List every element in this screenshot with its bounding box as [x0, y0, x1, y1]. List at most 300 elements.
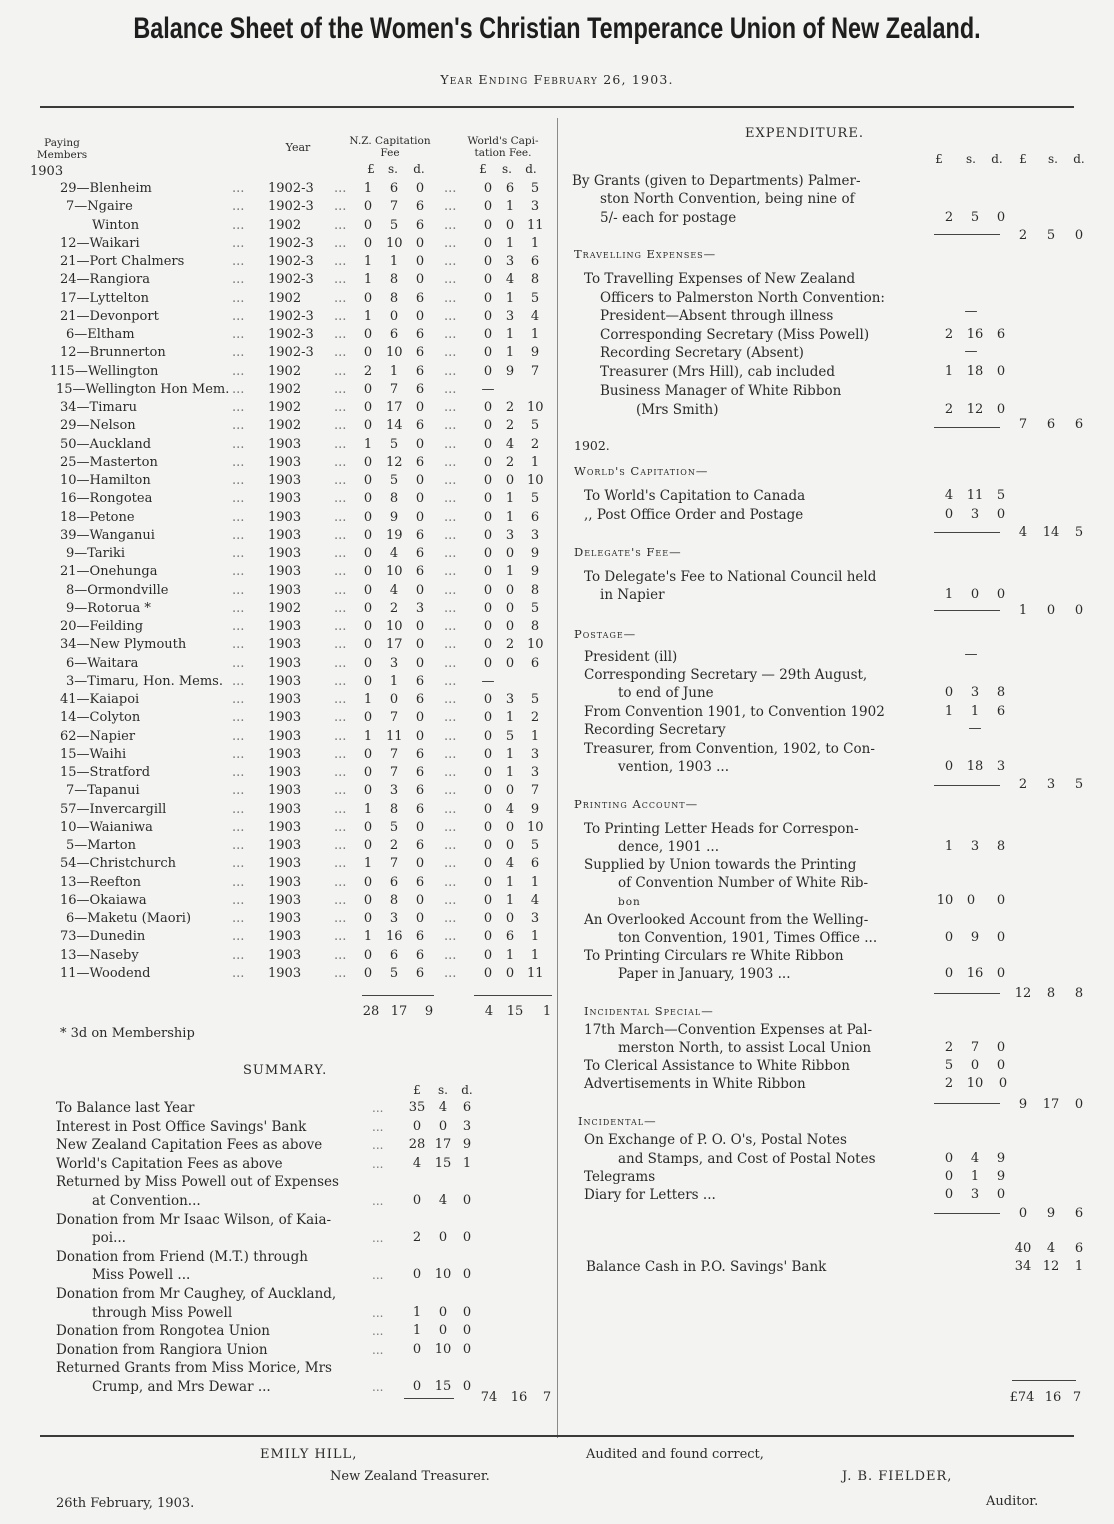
world-fee-value: 0	[483, 838, 493, 853]
grand-total-pence: 7	[1072, 1390, 1082, 1405]
world-fee-value: 0	[483, 710, 493, 726]
nz-fee-value: 1	[363, 856, 373, 872]
year-1903-label: 1903	[30, 164, 64, 179]
world-total: 4	[1018, 525, 1028, 540]
incidental-value: 0	[944, 1151, 954, 1166]
grants-total: 2	[1018, 228, 1028, 243]
printing-value: 0	[996, 930, 1006, 945]
nz-fee-value: 0	[415, 509, 425, 525]
nz-fee-value: 5	[389, 473, 399, 488]
postage-value: 0	[944, 759, 954, 774]
travel-value: 1	[944, 364, 954, 379]
world-fee-value: 0	[483, 327, 493, 342]
delegate-value: 0	[996, 587, 1006, 602]
leader-dots: ...	[334, 619, 347, 634]
nz-fee-value: 0	[363, 619, 373, 634]
leader-dots: ...	[334, 819, 347, 835]
member-name: Winton	[92, 217, 140, 233]
world-value: 0	[944, 507, 954, 522]
printing-value: 0	[944, 930, 954, 945]
nz-fee-value: 0	[415, 856, 425, 872]
travel-line: Corresponding Secretary (Miss Powell)	[600, 327, 870, 343]
nz-fee-value: 6	[389, 874, 399, 890]
postage-line: vention, 1903 ...	[618, 759, 729, 775]
world-fee-value: 0	[483, 181, 493, 196]
special-value: 10	[966, 1076, 984, 1091]
member-name: 16—Okaiawa	[60, 892, 147, 908]
member-year: 1903	[268, 673, 302, 689]
postage-line: From Convention 1901, to Convention 1902	[584, 704, 885, 720]
nz-fee-value: 6	[415, 673, 425, 689]
nz-fee-value: 0	[415, 619, 425, 634]
world-fee-value: 2	[505, 418, 515, 434]
nz-fee-value: 0	[363, 327, 373, 342]
special-value: 2	[944, 1076, 954, 1091]
leader-dots: ...	[372, 1324, 384, 1339]
incidental-rule	[934, 1213, 1000, 1214]
member-year: 1903	[268, 619, 302, 634]
travel-line: (Mrs Smith)	[636, 402, 719, 418]
nz-fee-value: 3	[389, 655, 399, 671]
member-row	[0, 326, 560, 344]
leader-dots: ...	[232, 217, 245, 233]
leader-dots: ...	[334, 911, 347, 926]
incidental-value: 3	[970, 1187, 980, 1202]
travel-rule	[934, 427, 1000, 428]
leader-dots: ...	[334, 381, 347, 397]
member-name: 11—Woodend	[60, 965, 151, 981]
postage-value: 1	[944, 704, 954, 719]
summary-value: 0	[412, 1118, 422, 1134]
absent-dash: —	[964, 304, 978, 319]
nz-fee-value: 0	[415, 473, 425, 488]
member-year: 1902-3	[268, 254, 314, 269]
leader-dots: ...	[334, 892, 347, 908]
summary-currency: s.	[438, 1083, 448, 1097]
summary-value: 0	[462, 1230, 472, 1246]
incidental-value: 4	[970, 1151, 980, 1166]
member-year: 1903	[268, 965, 302, 981]
printing-value: 3	[970, 839, 980, 854]
summary-label: Donation from Rongotea Union	[56, 1323, 270, 1340]
world-fee-value: 1	[530, 728, 540, 744]
world-fee-value: 7	[530, 783, 540, 799]
world-fee-value: 8	[530, 582, 540, 598]
member-name: 73—Dunedin	[60, 929, 146, 945]
special-rule	[934, 1103, 1000, 1104]
nz-fee-value: 0	[363, 582, 373, 598]
leader-dots: ...	[334, 436, 347, 452]
summary-value: 4	[412, 1155, 422, 1171]
nz-fee-value: 6	[415, 965, 425, 981]
nz-fee-value: 17	[386, 400, 403, 415]
leader-dots: ...	[334, 363, 347, 379]
nz-fee-value: 0	[363, 710, 373, 726]
expenditure-currency: s.	[966, 152, 976, 166]
expenditure-subtotal: 4	[1046, 1241, 1056, 1256]
nz-fee-value: 6	[415, 765, 425, 780]
nz-fee-value: 0	[363, 381, 373, 397]
leader-dots: ...	[334, 272, 347, 288]
nz-fee-value: 0	[363, 509, 373, 525]
printing-value: 0	[966, 893, 976, 908]
leader-dots: ...	[444, 746, 457, 762]
delegate-section-title: Delegate's Fee—	[574, 545, 682, 559]
expenditure-subtotal: 6	[1074, 1241, 1084, 1256]
summary-label-cont: at Convention...	[92, 1193, 201, 1209]
travel-value: 0	[996, 402, 1006, 417]
travel-value: 0	[996, 364, 1006, 379]
printing-value: 10	[936, 893, 954, 908]
summary-label: Donation from Friend (M.T.) through	[56, 1248, 308, 1265]
nz-fee-value: 1	[363, 254, 373, 269]
leader-dots: ...	[334, 637, 347, 653]
leader-dots: ...	[232, 783, 245, 799]
footnote: * 3d on Membership	[60, 1026, 195, 1041]
world-fee-value: 0	[483, 363, 493, 379]
member-row	[0, 180, 560, 198]
leader-dots: ...	[444, 692, 457, 707]
world-fee-value: 1	[530, 929, 540, 945]
world-fee-value: 0	[483, 856, 493, 872]
leader-dots: ...	[334, 199, 347, 215]
nz-fee-value: 6	[415, 874, 425, 890]
travel-value: 18	[966, 364, 984, 379]
postage-line: President (ill)	[584, 649, 678, 665]
travel-line: President—Absent through illness	[600, 308, 834, 324]
postage-total: 5	[1074, 777, 1084, 792]
world-fee-value: 9	[530, 546, 540, 561]
world-value: 3	[970, 507, 980, 522]
nz-fee-value: 5	[389, 436, 399, 452]
leader-dots: ...	[444, 418, 457, 434]
member-row	[0, 728, 560, 746]
leader-dots: ...	[232, 911, 245, 926]
incidental-section-title: Incidental—	[578, 1114, 657, 1128]
travel-value: 2	[944, 327, 954, 342]
world-fee-value: 0	[483, 600, 493, 616]
member-row	[0, 436, 560, 454]
world-fee-value: 1	[505, 564, 515, 580]
world-fee-value: 0	[483, 308, 493, 324]
summary-label-cont: Crump, and Mrs Dewar ...	[92, 1379, 271, 1395]
summary-label: Interest in Post Office Savings' Bank	[56, 1118, 307, 1135]
leader-dots: ...	[444, 838, 457, 853]
nz-fee-value: 8	[389, 801, 399, 817]
incidental-value: 0	[996, 1187, 1006, 1202]
nz-fee-value: 6	[415, 217, 425, 233]
postage-value: 18	[966, 759, 984, 774]
world-value: 4	[944, 488, 954, 503]
leader-dots: ...	[444, 473, 457, 488]
world-fee-value: 0	[483, 765, 493, 780]
postage-section-title: Postage—	[574, 627, 637, 641]
balance-value: 12	[1042, 1259, 1060, 1274]
world-total: 1	[542, 1004, 552, 1019]
leader-dots: ...	[372, 1305, 384, 1320]
printing-value: 0	[944, 966, 954, 981]
postage-value: 6	[996, 704, 1006, 719]
leader-dots: ...	[444, 345, 457, 361]
bottom-rule	[40, 1435, 1074, 1437]
world-fee-value: 0	[483, 454, 493, 470]
leader-dots: ...	[444, 619, 457, 634]
world-fee-value: 1	[505, 345, 515, 361]
world-fee-value: 0	[483, 692, 493, 707]
delegate-line: To Delegate's Fee to National Council held	[584, 569, 877, 585]
leader-dots: ...	[232, 564, 245, 580]
summary-label: Donation from Mr Caughey, of Auckland,	[56, 1286, 337, 1302]
leader-dots: ...	[334, 582, 347, 598]
member-row	[0, 892, 560, 910]
world-fee-value: 11	[527, 217, 544, 233]
nz-fee-value: 16	[386, 929, 403, 945]
travel-value: 16	[966, 327, 984, 342]
summary-title: SUMMARY.	[243, 1063, 328, 1078]
incidental-total: 0	[1018, 1206, 1028, 1221]
member-name: 5—Marton	[66, 838, 136, 853]
world-fee-value: 0	[505, 965, 515, 981]
summary-value: 10	[434, 1341, 452, 1357]
leader-dots: ...	[232, 600, 245, 616]
nz-fee-value: 0	[415, 272, 425, 288]
world-fee-value: 0	[483, 272, 493, 288]
grants-text: 5/- each for postage	[600, 210, 737, 226]
postage-line: Corresponding Secretary — 29th August,	[584, 667, 868, 683]
leader-dots: ...	[334, 527, 347, 543]
world-fee-value: 0	[483, 436, 493, 452]
leader-dots: ...	[334, 454, 347, 470]
member-name: 34—New Plymouth	[60, 637, 187, 653]
world-fee-value: 10	[527, 473, 544, 488]
leader-dots: ...	[334, 290, 347, 306]
postage-value: 3	[996, 759, 1006, 774]
summary-value: 1	[412, 1323, 422, 1339]
world-fee-value: 2	[505, 454, 515, 470]
summary-label: New Zealand Capitation Fees as above	[56, 1137, 323, 1154]
year-1902-label: 1902.	[574, 438, 610, 453]
leader-dots: ...	[334, 710, 347, 726]
nz-fee-value: 0	[415, 911, 425, 926]
member-name: 8—Ormondville	[66, 582, 169, 598]
printing-section-title: Printing Account—	[574, 797, 699, 811]
expenditure-title: EXPENDITURE.	[745, 126, 864, 141]
leader-dots: ...	[444, 546, 457, 561]
world-fee-value: 10	[527, 637, 544, 653]
leader-dots: ...	[444, 856, 457, 872]
nz-fee-value: 0	[363, 473, 373, 488]
leader-dots: ...	[232, 381, 245, 397]
nz-fee-value: 8	[389, 892, 399, 908]
world-fee-value: 5	[530, 600, 540, 616]
member-row	[0, 381, 560, 399]
special-line: 17th March—Convention Expenses at Pal-	[584, 1022, 873, 1038]
special-line: merston North, to assist Local Union	[618, 1040, 872, 1056]
leader-dots: ...	[232, 418, 245, 434]
summary-value: 15	[434, 1155, 452, 1171]
leader-dots: ...	[232, 947, 245, 963]
member-year: 1902-3	[268, 272, 314, 288]
world-fee-value: 3	[505, 692, 515, 707]
absent-dash: —	[964, 647, 978, 662]
leader-dots: ...	[444, 801, 457, 817]
world-fee-value: 0	[505, 911, 515, 926]
travel-value: 12	[966, 402, 984, 417]
world-fee-value: 2	[530, 436, 540, 452]
nz-fee-value: 8	[389, 290, 399, 306]
leader-dots: ...	[232, 801, 245, 817]
member-row	[0, 582, 560, 600]
leader-dots: ...	[232, 345, 245, 361]
world-fee-value: 0	[483, 746, 493, 762]
special-value: 0	[996, 1040, 1006, 1055]
expenditure-currency: d.	[991, 152, 1003, 166]
summary-value: 0	[462, 1379, 472, 1394]
leader-dots: ...	[444, 892, 457, 908]
leader-dots: ...	[444, 454, 457, 470]
world-fee-value: 0	[505, 600, 515, 616]
member-year: 1903	[268, 436, 302, 452]
nz-fee-value: 1	[363, 181, 373, 196]
delegate-value: 1	[944, 587, 954, 602]
leader-dots: ...	[372, 1101, 384, 1115]
summary-value: 28	[408, 1137, 426, 1153]
world-fee-value: 4	[530, 308, 540, 324]
nz-fee-value: 0	[363, 911, 373, 926]
world-total: 4	[484, 1004, 494, 1019]
leader-dots: ...	[232, 199, 245, 215]
nz-fee-value: 0	[363, 838, 373, 853]
summary-value: 1	[412, 1304, 422, 1320]
leader-dots: ...	[334, 491, 347, 507]
nz-fee-header: N.Z. Capitation Fee	[349, 135, 431, 159]
year-header: Year	[285, 141, 311, 154]
member-row	[0, 874, 560, 892]
world-fee-value: 5	[505, 728, 515, 744]
treasurer-name: EMILY HILL,	[260, 1447, 358, 1462]
member-row	[0, 490, 560, 508]
expenditure-currency: s.	[1048, 152, 1058, 166]
leader-dots: ...	[232, 546, 245, 561]
leader-dots: ...	[372, 1194, 384, 1208]
leader-dots: ...	[232, 874, 245, 890]
leader-dots: ...	[334, 181, 347, 196]
leader-dots: ...	[232, 254, 245, 269]
nz-fee-value: 0	[363, 290, 373, 306]
world-fee-value: 10	[527, 400, 544, 415]
nz-fee-value: 6	[415, 363, 425, 379]
member-name: 115—Wellington	[50, 363, 159, 379]
nz-fee-value: 0	[363, 637, 373, 653]
member-row	[0, 217, 560, 235]
nz-fee-value: 0	[363, 673, 373, 689]
leader-dots: ...	[444, 874, 457, 890]
nz-fee-value: 6	[415, 801, 425, 817]
leader-dots: ...	[334, 838, 347, 853]
world-fee-value: 0	[483, 655, 493, 671]
leader-dots: ...	[232, 582, 245, 598]
world-fee-value: 0	[483, 637, 493, 653]
nz-fee-value: 0	[363, 947, 373, 963]
world-fee-value: 1	[530, 327, 540, 342]
printing-value: 0	[996, 893, 1006, 908]
member-name: 29—Nelson	[60, 418, 136, 434]
leader-dots: ...	[334, 856, 347, 872]
member-name: 6—Maketu (Maori)	[66, 911, 192, 926]
world-fee-value: 3	[505, 527, 515, 543]
leader-dots: ...	[334, 217, 347, 233]
world-fee-value: 9	[530, 801, 540, 817]
summary-label-cont: poi...	[92, 1230, 126, 1247]
member-year: 1903	[268, 856, 302, 872]
world-fee-value: 1	[530, 454, 540, 470]
member-name: 21—Port Chalmers	[60, 254, 185, 269]
member-year: 1903	[268, 527, 302, 543]
nz-fee-value: 0	[415, 582, 425, 598]
member-name: 15—Wellington Hon Mem.	[56, 381, 230, 397]
special-total: 17	[1042, 1097, 1060, 1112]
nz-fee-value: 0	[363, 454, 373, 470]
summary-value: 9	[462, 1137, 472, 1153]
leader-dots: ...	[232, 491, 245, 507]
world-fee-value: 0	[483, 874, 493, 890]
member-year: 1902-3	[268, 199, 314, 215]
member-year: 1902	[268, 600, 302, 616]
nz-total: 17	[390, 1004, 408, 1019]
summary-label-cont: through Miss Powell	[92, 1304, 233, 1321]
balance-label: Balance Cash in P.O. Savings' Bank	[586, 1259, 827, 1275]
nz-fee-value: 6	[415, 947, 425, 963]
printing-line: To Printing Circulars re White Ribbon	[584, 948, 844, 964]
member-year: 1902-3	[268, 345, 314, 361]
world-fee-value: 0	[505, 619, 515, 634]
summary-value: 0	[462, 1304, 472, 1320]
leader-dots: ...	[444, 710, 457, 726]
member-name: 9—Rotorua *	[66, 600, 151, 616]
leader-dots: ...	[232, 400, 245, 415]
world-line: To World's Capitation to Canada	[584, 488, 806, 504]
member-row	[0, 399, 560, 417]
expenditure-currency: £	[935, 152, 943, 166]
member-year: 1903	[268, 546, 302, 561]
delegate-line: in Napier	[600, 587, 665, 603]
nz-fee-value: 19	[386, 527, 403, 543]
leader-dots: ...	[372, 1138, 384, 1153]
audited-statement: Audited and found correct,	[586, 1447, 764, 1462]
member-row	[0, 600, 560, 618]
nz-fee-value: 1	[389, 363, 399, 379]
member-row	[0, 910, 560, 928]
member-year: 1902-3	[268, 308, 314, 324]
member-row	[0, 965, 560, 983]
special-value: 2	[944, 1040, 954, 1055]
special-total: 0	[1074, 1097, 1084, 1112]
printing-total: 12	[1014, 986, 1032, 1001]
nz-fee-value: 12	[386, 454, 403, 470]
delegate-total: 0	[1074, 603, 1084, 618]
world-fee-value: 1	[530, 874, 540, 890]
member-name: 9—Tariki	[66, 546, 126, 561]
nz-fee-value: 7	[389, 199, 399, 215]
world-fee-value: 0	[483, 217, 493, 233]
world-fee-value: 0	[505, 838, 515, 853]
member-row	[0, 618, 560, 636]
member-year: 1903	[268, 838, 302, 853]
leader-dots: ...	[372, 1231, 384, 1246]
leader-dots: ...	[334, 965, 347, 981]
incidental-line: Telegrams	[584, 1169, 656, 1185]
member-year: 1903	[268, 728, 302, 744]
